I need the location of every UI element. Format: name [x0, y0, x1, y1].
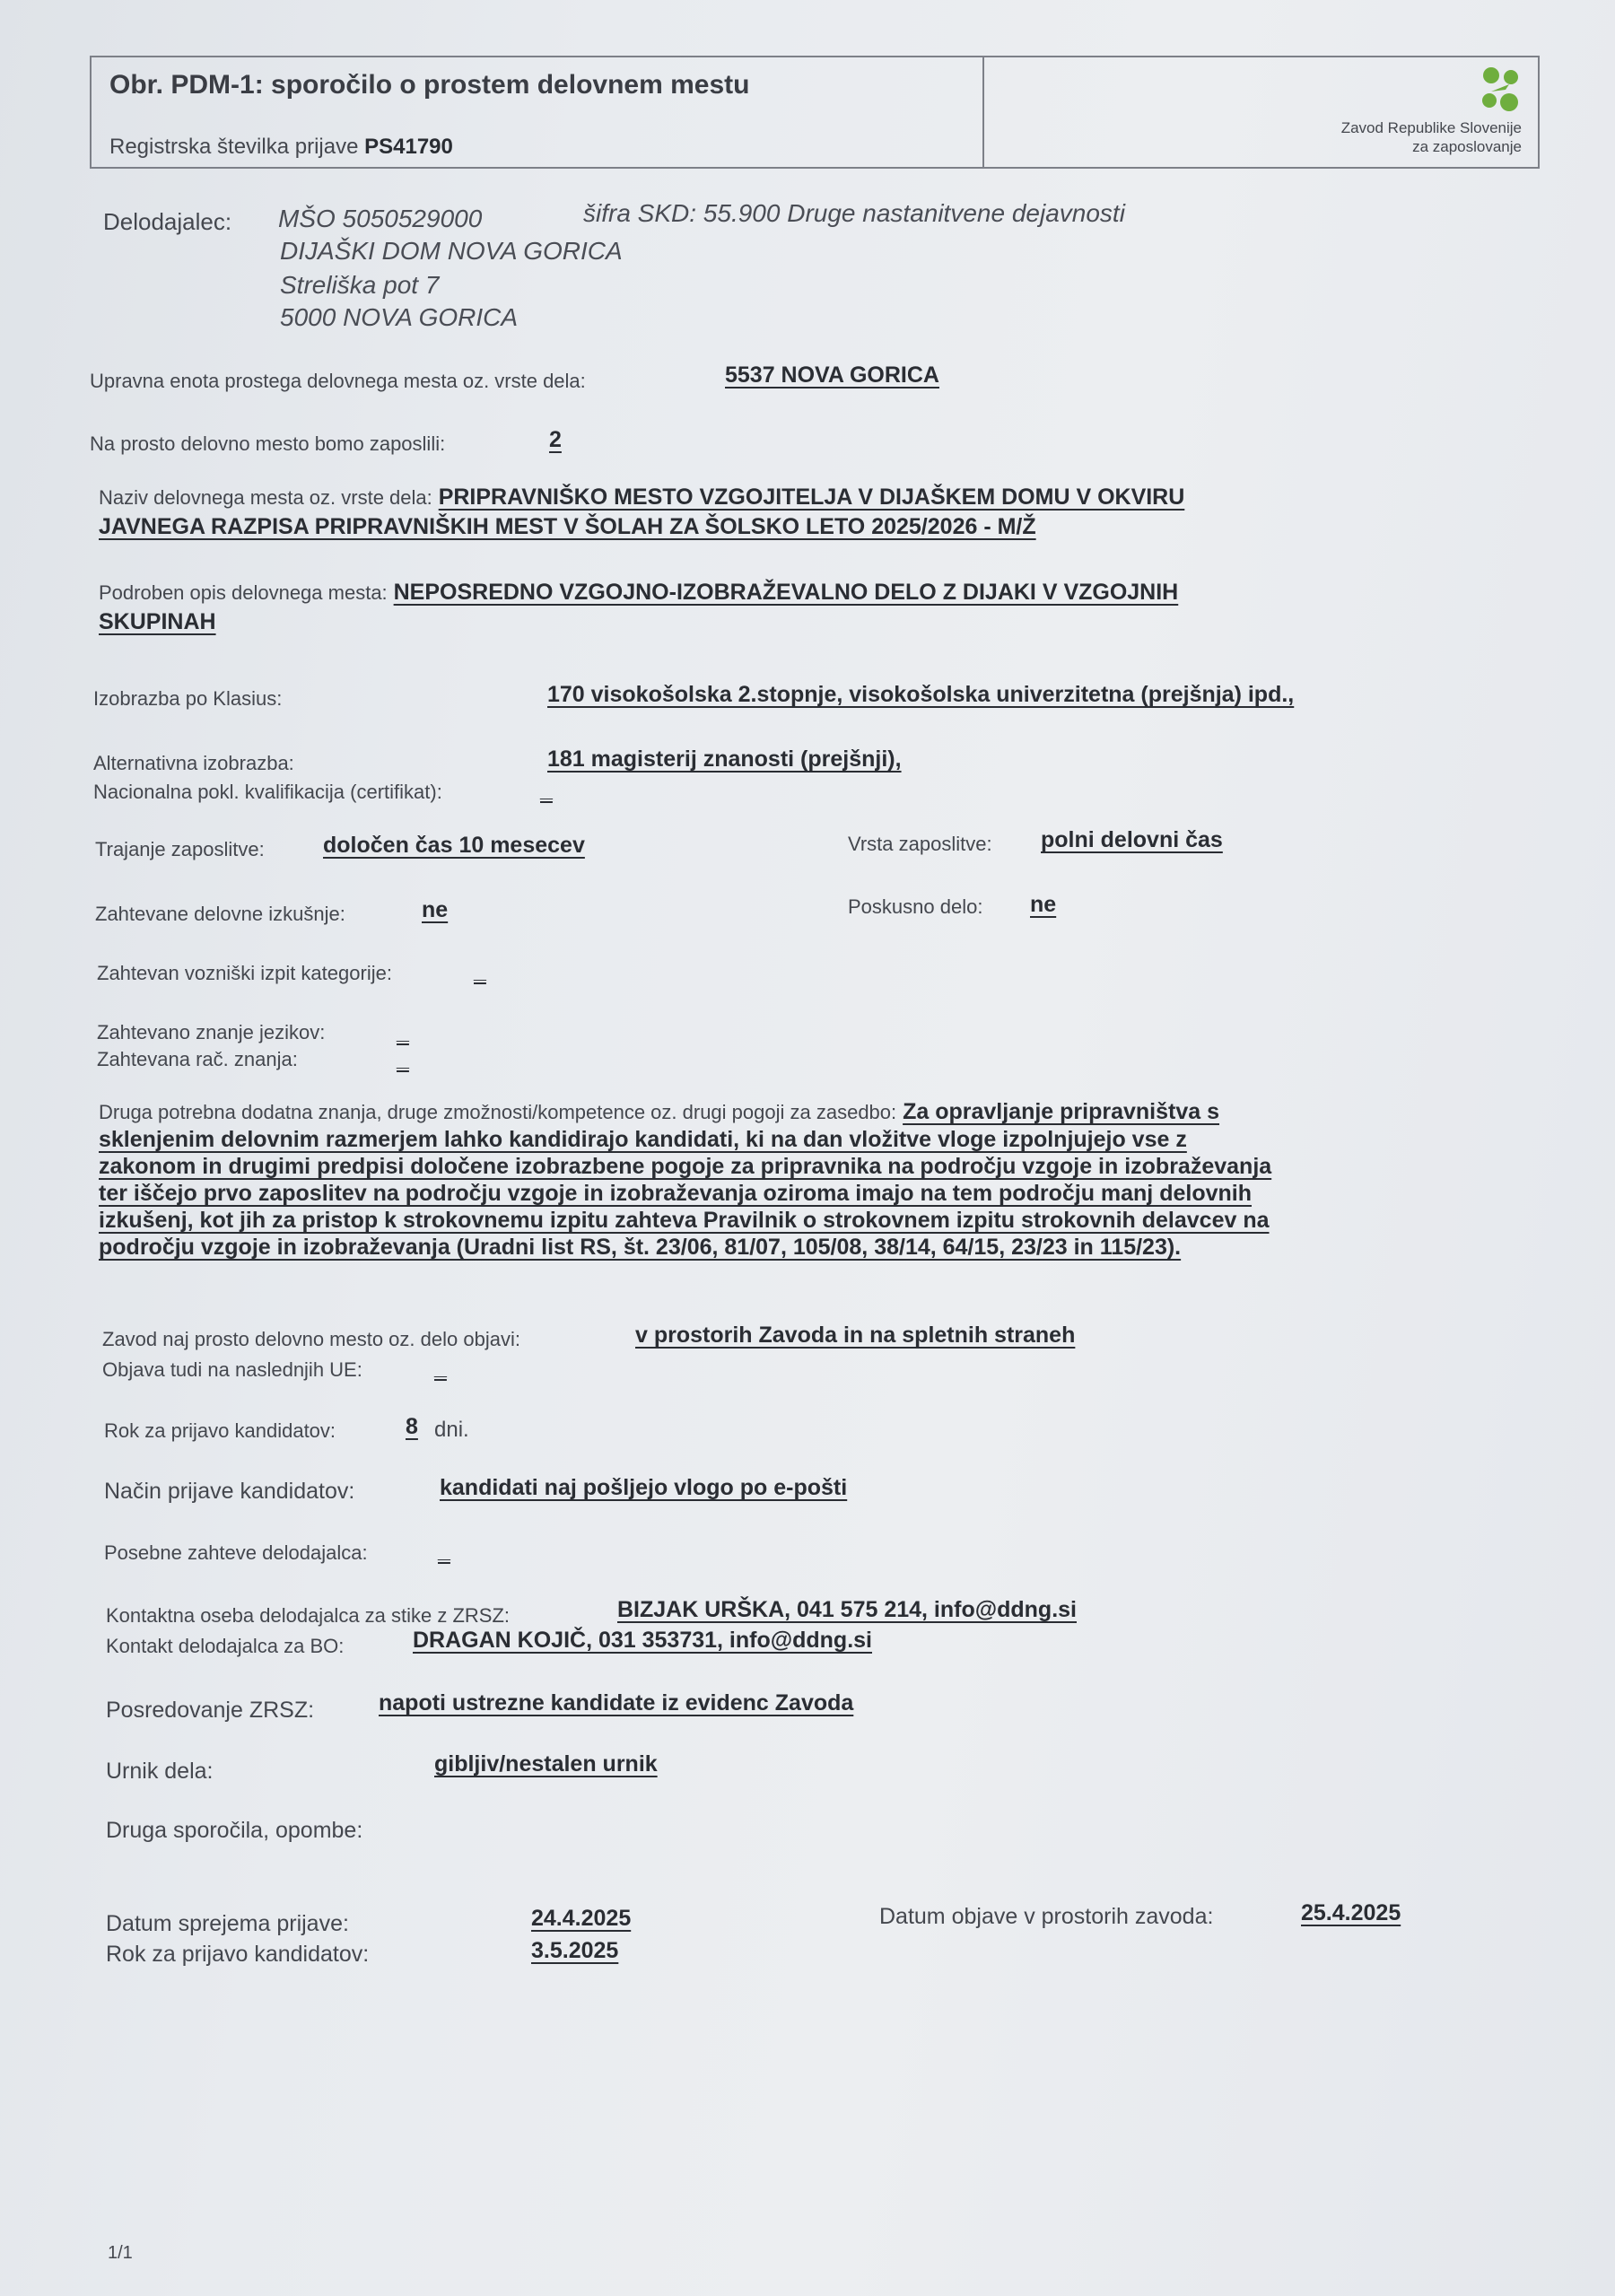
other-requirements-line-3: zakonom in drugimi predpisi določene izobrazbene pogoje za pripravnika na področju vzgoje in izobraževanja [99, 1154, 1272, 1179]
other-ue-label: Objava tudi na naslednjih UE: [102, 1358, 362, 1381]
special-requirements-value: _ [438, 1538, 450, 1563]
alt-education-label: Alternativna izobrazba: [93, 752, 294, 774]
schedule-value: gibljiv/nestalen urnik [434, 1751, 658, 1777]
job-title-line-1: PRIPRAVNIŠKO MESTO VZGOJITELJA V DIJAŠKEM DOMU V OKVIRU [438, 485, 1185, 510]
license-label: Zahtevan vozniški izpit kategorije: [97, 962, 392, 984]
employer-street: Streliška pot 7 [280, 271, 440, 299]
job-description [99, 578, 1525, 636]
method-label: Način prijave kandidatov: [104, 1479, 355, 1504]
registration-number [109, 135, 453, 160]
header-divider [982, 57, 984, 167]
other-requirements-line-6: področju vzgoje in izobraževanja (Uradni list RS, št. 23/06, 81/07, 105/08, 38/14, 64/15, 23/23 in 115/23). [99, 1235, 1182, 1260]
employer-city: 5000 NOVA GORICA [280, 303, 519, 331]
npk-label: Nacionalna pokl. kvalifikacija (certifikat): [93, 781, 442, 803]
contact-zrsz-value: BIZJAK URŠKA, 041 575 214, info@ddng.si [617, 1597, 1077, 1622]
job-title [99, 483, 1525, 541]
job-description-line-1: NEPOSREDNO VZGOJNO-IZOBRAŽEVALNO DELO Z DIJAKI V VZGOJNIH [393, 580, 1179, 605]
alt-education-value: 181 magisterij znanosti (prejšnji), [547, 746, 902, 772]
registration-value: PS41790 [364, 135, 453, 159]
publish-date-label: Datum objave v prostorih zavoda: [879, 1904, 1214, 1929]
job-description-label: Podroben opis delovnega mesta: [99, 581, 388, 604]
job-title-line-2: JAVNEGA RAZPISA PRIPRAVNIŠKIH MEST V ŠOLAH ZA ŠOLSKO LETO 2025/2026 - M/Ž [99, 514, 1036, 539]
computer-skills-value: _ [397, 1046, 409, 1071]
page-number: 1/1 [108, 2243, 133, 2263]
job-description-line-2: SKUPINAH [99, 609, 216, 634]
other-ue-value: _ [434, 1355, 447, 1380]
deadline-date-value: 3.5.2025 [531, 1938, 619, 1963]
license-value: _ [474, 958, 486, 983]
received-date-label: Datum sprejema prijave: [106, 1911, 349, 1936]
ue-label: Upravna enota prostega delovnega mesta oz. vrste dela: [90, 370, 586, 392]
job-title-label: Naziv delovnega mesta oz. vrste dela: [99, 486, 432, 509]
trial-label: Poskusno delo: [848, 895, 983, 918]
agency-name: Zavod Republike Slovenije za zaposlovanje [1340, 119, 1522, 155]
npk-value: _ [540, 777, 553, 802]
ue-value: 5537 NOVA GORICA [725, 362, 939, 388]
mediation-label: Posredovanje ZRSZ: [106, 1698, 315, 1723]
notes-label: Druga sporočila, opombe: [106, 1818, 363, 1843]
languages-label: Zahtevano znanje jezikov: [97, 1021, 326, 1043]
deadline-days-label: Rok za prijavo kandidatov: [104, 1419, 336, 1442]
employment-type-label: Vrsta zaposlitve: [848, 833, 992, 855]
employer-name: DIJAŠKI DOM NOVA GORICA [280, 237, 623, 265]
experience-label: Zahtevane delovne izkušnje: [95, 903, 345, 925]
publish-date-value: 25.4.2025 [1301, 1900, 1401, 1925]
education-value: 170 visokošolska 2.stopnje, visokošolska univerzitetna (prejšnja) ipd., [547, 682, 1295, 707]
duration-label: Trajanje zaposlitve: [95, 838, 265, 860]
duration-value: določen čas 10 mesecev [323, 833, 585, 858]
registration-label: Registrska številka prijave [109, 135, 359, 159]
employer-mso: MŠO 5050529000 [278, 205, 483, 232]
employer-skd: šifra SKD: 55.900 Druge nastanitvene dejavnosti [583, 199, 1125, 227]
contact-zrsz-label: Kontaktna oseba delodajalca za stike z ZRSZ: [106, 1604, 511, 1627]
education-label: Izobrazba po Klasius: [93, 687, 283, 710]
other-requirements-line-5: izkušenj, kot jih za pristop k strokovnemu izpitu zahteva Pravilnik o strokovnem izpitu strokovnih delavcev na [99, 1208, 1270, 1233]
publish-value: v prostorih Zavoda in na spletnih straneh [635, 1323, 1076, 1348]
publish-label: Zavod naj prosto delovno mesto oz. delo objavi: [102, 1328, 520, 1350]
contact-bo-label: Kontakt delodajalca za BO: [106, 1635, 345, 1657]
experience-value: ne [422, 897, 449, 922]
employer-label: Delodajalec: [103, 208, 232, 235]
method-value: kandidati naj pošljejo vlogo po e-pošti [440, 1475, 848, 1500]
computer-skills-label: Zahtevana rač. znanja: [97, 1048, 298, 1070]
other-requirements-line-2: sklenjenim delovnim razmerjem lahko kandidirajo kandidati, ki na dan vložitve vloge izpolnjujejo vse z [99, 1127, 1187, 1152]
other-requirements-label: Druga potrebna dodatna znanja, druge zmožnosti/kompetence oz. drugi pogoji za zasedbo: [99, 1101, 897, 1123]
count-value: 2 [549, 427, 562, 452]
languages-value: _ [397, 1019, 409, 1044]
mediation-value: napoti ustrezne kandidate iz evidenc Zavoda [379, 1690, 854, 1715]
other-requirements-line-4: ter iščejo prvo zaposlitev na področju vzgoje in izobraževanja oziroma imajo na tem področju manj delovnih [99, 1181, 1252, 1206]
schedule-label: Urnik dela: [106, 1759, 214, 1784]
deadline-days-unit: dni. [434, 1418, 469, 1442]
employment-type-value: polni delovni čas [1041, 827, 1223, 852]
count-label: Na prosto delovno mesto bomo zaposlili: [90, 432, 446, 455]
special-requirements-label: Posebne zahteve delodajalca: [104, 1541, 368, 1564]
deadline-days-value: 8 [406, 1414, 418, 1439]
other-requirements-line-1: Za opravljanje pripravništva s [903, 1099, 1220, 1124]
deadline-date-label: Rok za prijavo kandidatov: [106, 1942, 370, 1967]
received-date-value: 24.4.2025 [531, 1906, 632, 1931]
trial-value: ne [1030, 892, 1057, 917]
form-header [90, 56, 1540, 169]
zrsz-logo-icon [1479, 65, 1522, 115]
form-title: Obr. PDM-1: sporočilo o prostem delovnem mestu [109, 70, 750, 100]
contact-bo-value: DRAGAN KOJIČ, 031 353731, info@ddng.si [413, 1628, 872, 1653]
other-requirements [99, 1098, 1525, 1261]
